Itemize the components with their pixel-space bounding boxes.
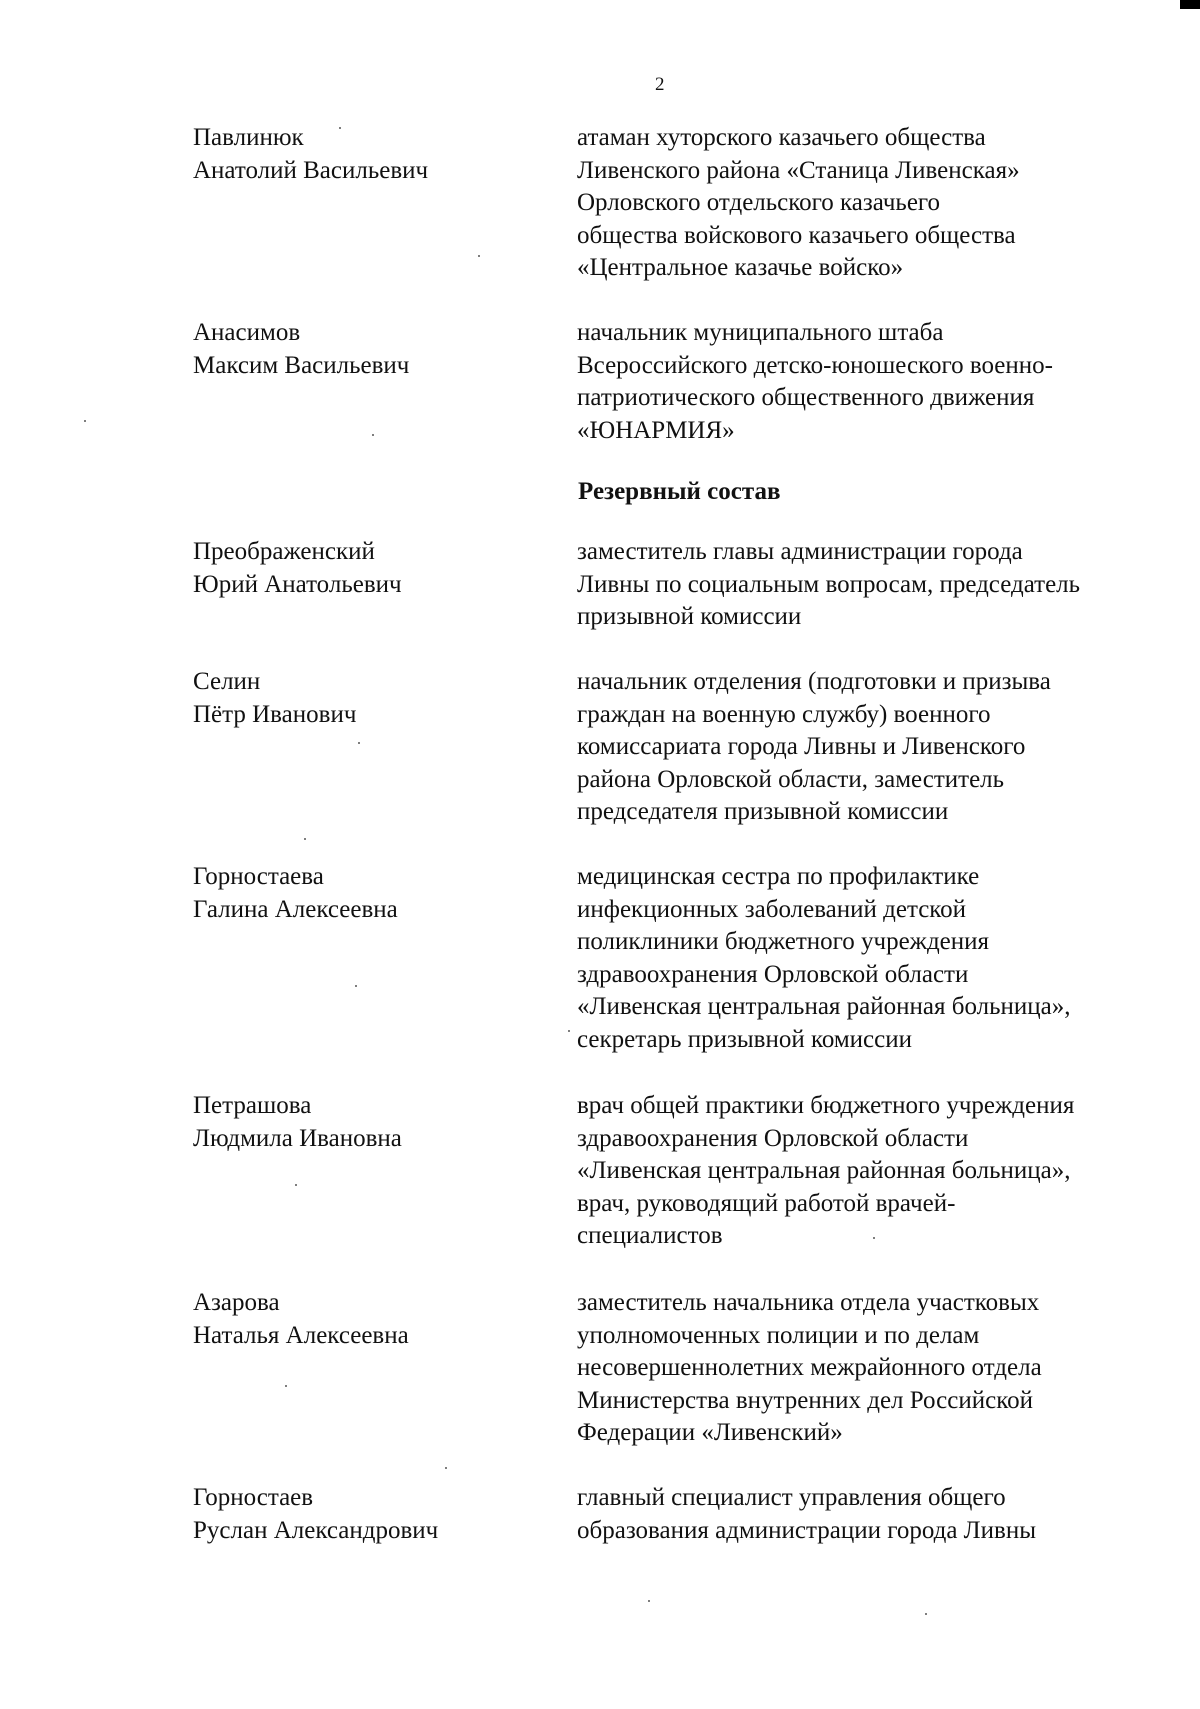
member-position bbox=[577, 1090, 1157, 1253]
member-surname: Горностаева bbox=[193, 863, 324, 890]
member-position bbox=[577, 536, 1157, 634]
position-line: главный специалист управления общего bbox=[577, 1484, 1006, 1511]
member-given-names: Галина Алексеевна bbox=[193, 895, 398, 923]
scan-corner-mark bbox=[1180, 0, 1200, 9]
position-line: граждан на военную службу) военного bbox=[577, 700, 991, 728]
member-given-names: Юрий Анатольевич bbox=[193, 570, 402, 598]
scan-speck bbox=[925, 1613, 927, 1615]
scan-speck bbox=[355, 985, 357, 987]
member-position bbox=[577, 1287, 1157, 1450]
member-surname: Селин bbox=[193, 668, 261, 695]
position-line: района Орловской области, заместитель bbox=[577, 765, 1005, 793]
position-line: общества войскового казачьего общества bbox=[577, 221, 1016, 249]
position-line: поликлиники бюджетного учреждения bbox=[577, 928, 990, 955]
position-line: инфекционных заболеваний детской bbox=[577, 895, 967, 923]
member-name bbox=[193, 536, 523, 601]
member-surname: Горностаев bbox=[193, 1484, 314, 1511]
position-line: «Центральное казачье войско» bbox=[577, 254, 904, 281]
position-line: заместитель начальника отдела участковых bbox=[577, 1289, 1040, 1316]
position-line: комиссариата города Ливны и Ливенского bbox=[577, 733, 1026, 760]
member-name bbox=[193, 861, 523, 926]
position-line: атаман хуторского казачьего общества bbox=[577, 124, 986, 151]
member-surname: Преображенский bbox=[193, 538, 375, 565]
position-line: Министерства внутренних дел Российской bbox=[577, 1386, 1033, 1414]
scan-speck bbox=[568, 1030, 570, 1032]
position-line: специалистов bbox=[577, 1222, 723, 1249]
member-name bbox=[193, 1287, 523, 1352]
position-line: Ливны по социальным вопросам, председатель bbox=[577, 570, 1081, 598]
position-line: Федерации «Ливенский» bbox=[577, 1419, 843, 1446]
position-line: врач общей практики бюджетного учреждения bbox=[577, 1092, 1075, 1119]
member-position bbox=[577, 122, 1157, 285]
member-position bbox=[577, 317, 1157, 447]
member-given-names: Анатолий Васильевич bbox=[193, 156, 429, 184]
position-line: медицинская сестра по профилактике bbox=[577, 863, 980, 890]
scan-speck bbox=[295, 1184, 297, 1186]
member-name bbox=[193, 1482, 523, 1547]
member-surname: Азарова bbox=[193, 1289, 280, 1316]
position-line: здравоохранения Орловской области bbox=[577, 1124, 969, 1152]
member-name bbox=[193, 666, 523, 731]
position-line: патриотического общественного движения bbox=[577, 384, 1035, 411]
position-line: уполномоченных полиции и по делам bbox=[577, 1321, 980, 1349]
scan-speck bbox=[339, 127, 341, 129]
member-position bbox=[577, 861, 1157, 1056]
position-line: здравоохранения Орловской области bbox=[577, 960, 969, 988]
position-line: призывной комиссии bbox=[577, 603, 802, 630]
position-line: несовершеннолетних межрайонного отдела bbox=[577, 1354, 1042, 1381]
scan-speck bbox=[358, 742, 360, 744]
member-given-names: Людмила Ивановна bbox=[193, 1124, 402, 1152]
position-line: начальник отделения (подготовки и призыва bbox=[577, 668, 1051, 695]
position-line: «Ливенская центральная районная больница», bbox=[577, 993, 1071, 1020]
position-line: «ЮНАРМИЯ» bbox=[577, 416, 735, 444]
member-name bbox=[193, 1090, 523, 1155]
position-line: заместитель главы администрации города bbox=[577, 538, 1023, 565]
position-line: образования администрации города Ливны bbox=[577, 1516, 1036, 1544]
scan-speck bbox=[372, 434, 374, 436]
member-position bbox=[577, 1482, 1157, 1547]
scan-speck bbox=[285, 1385, 287, 1387]
scan-speck bbox=[84, 420, 86, 422]
scan-speck bbox=[648, 1600, 650, 1602]
member-surname: Петрашова bbox=[193, 1092, 312, 1119]
scan-speck bbox=[445, 1467, 447, 1469]
scan-speck bbox=[478, 255, 480, 257]
position-line: секретарь призывной комиссии bbox=[577, 1025, 913, 1053]
position-line: врач, руководящий работой врачей- bbox=[577, 1189, 956, 1217]
member-given-names: Пётр Иванович bbox=[193, 700, 357, 728]
position-line: Орловского отдельского казачьего bbox=[577, 189, 941, 216]
position-line: председателя призывной комиссии bbox=[577, 798, 949, 825]
scan-speck bbox=[304, 838, 306, 840]
member-given-names: Максим Васильевич bbox=[193, 351, 410, 379]
scan-speck bbox=[873, 1237, 875, 1239]
position-line: Всероссийского детско-юношеского военно- bbox=[577, 351, 1053, 379]
section-heading: Резервный состав bbox=[578, 478, 781, 505]
position-line: Ливенского района «Станица Ливенская» bbox=[577, 156, 1020, 184]
position-line: «Ливенская центральная районная больница», bbox=[577, 1157, 1071, 1184]
member-name bbox=[193, 317, 523, 382]
position-line: начальник муниципального штаба bbox=[577, 319, 944, 346]
member-given-names: Наталья Алексеевна bbox=[193, 1321, 409, 1349]
member-surname: Анасимов bbox=[193, 319, 301, 346]
member-name bbox=[193, 122, 523, 187]
member-given-names: Руслан Александрович bbox=[193, 1516, 439, 1544]
page-number: 2 bbox=[655, 74, 665, 95]
member-position bbox=[577, 666, 1157, 829]
member-surname: Павлинюк bbox=[193, 124, 304, 151]
